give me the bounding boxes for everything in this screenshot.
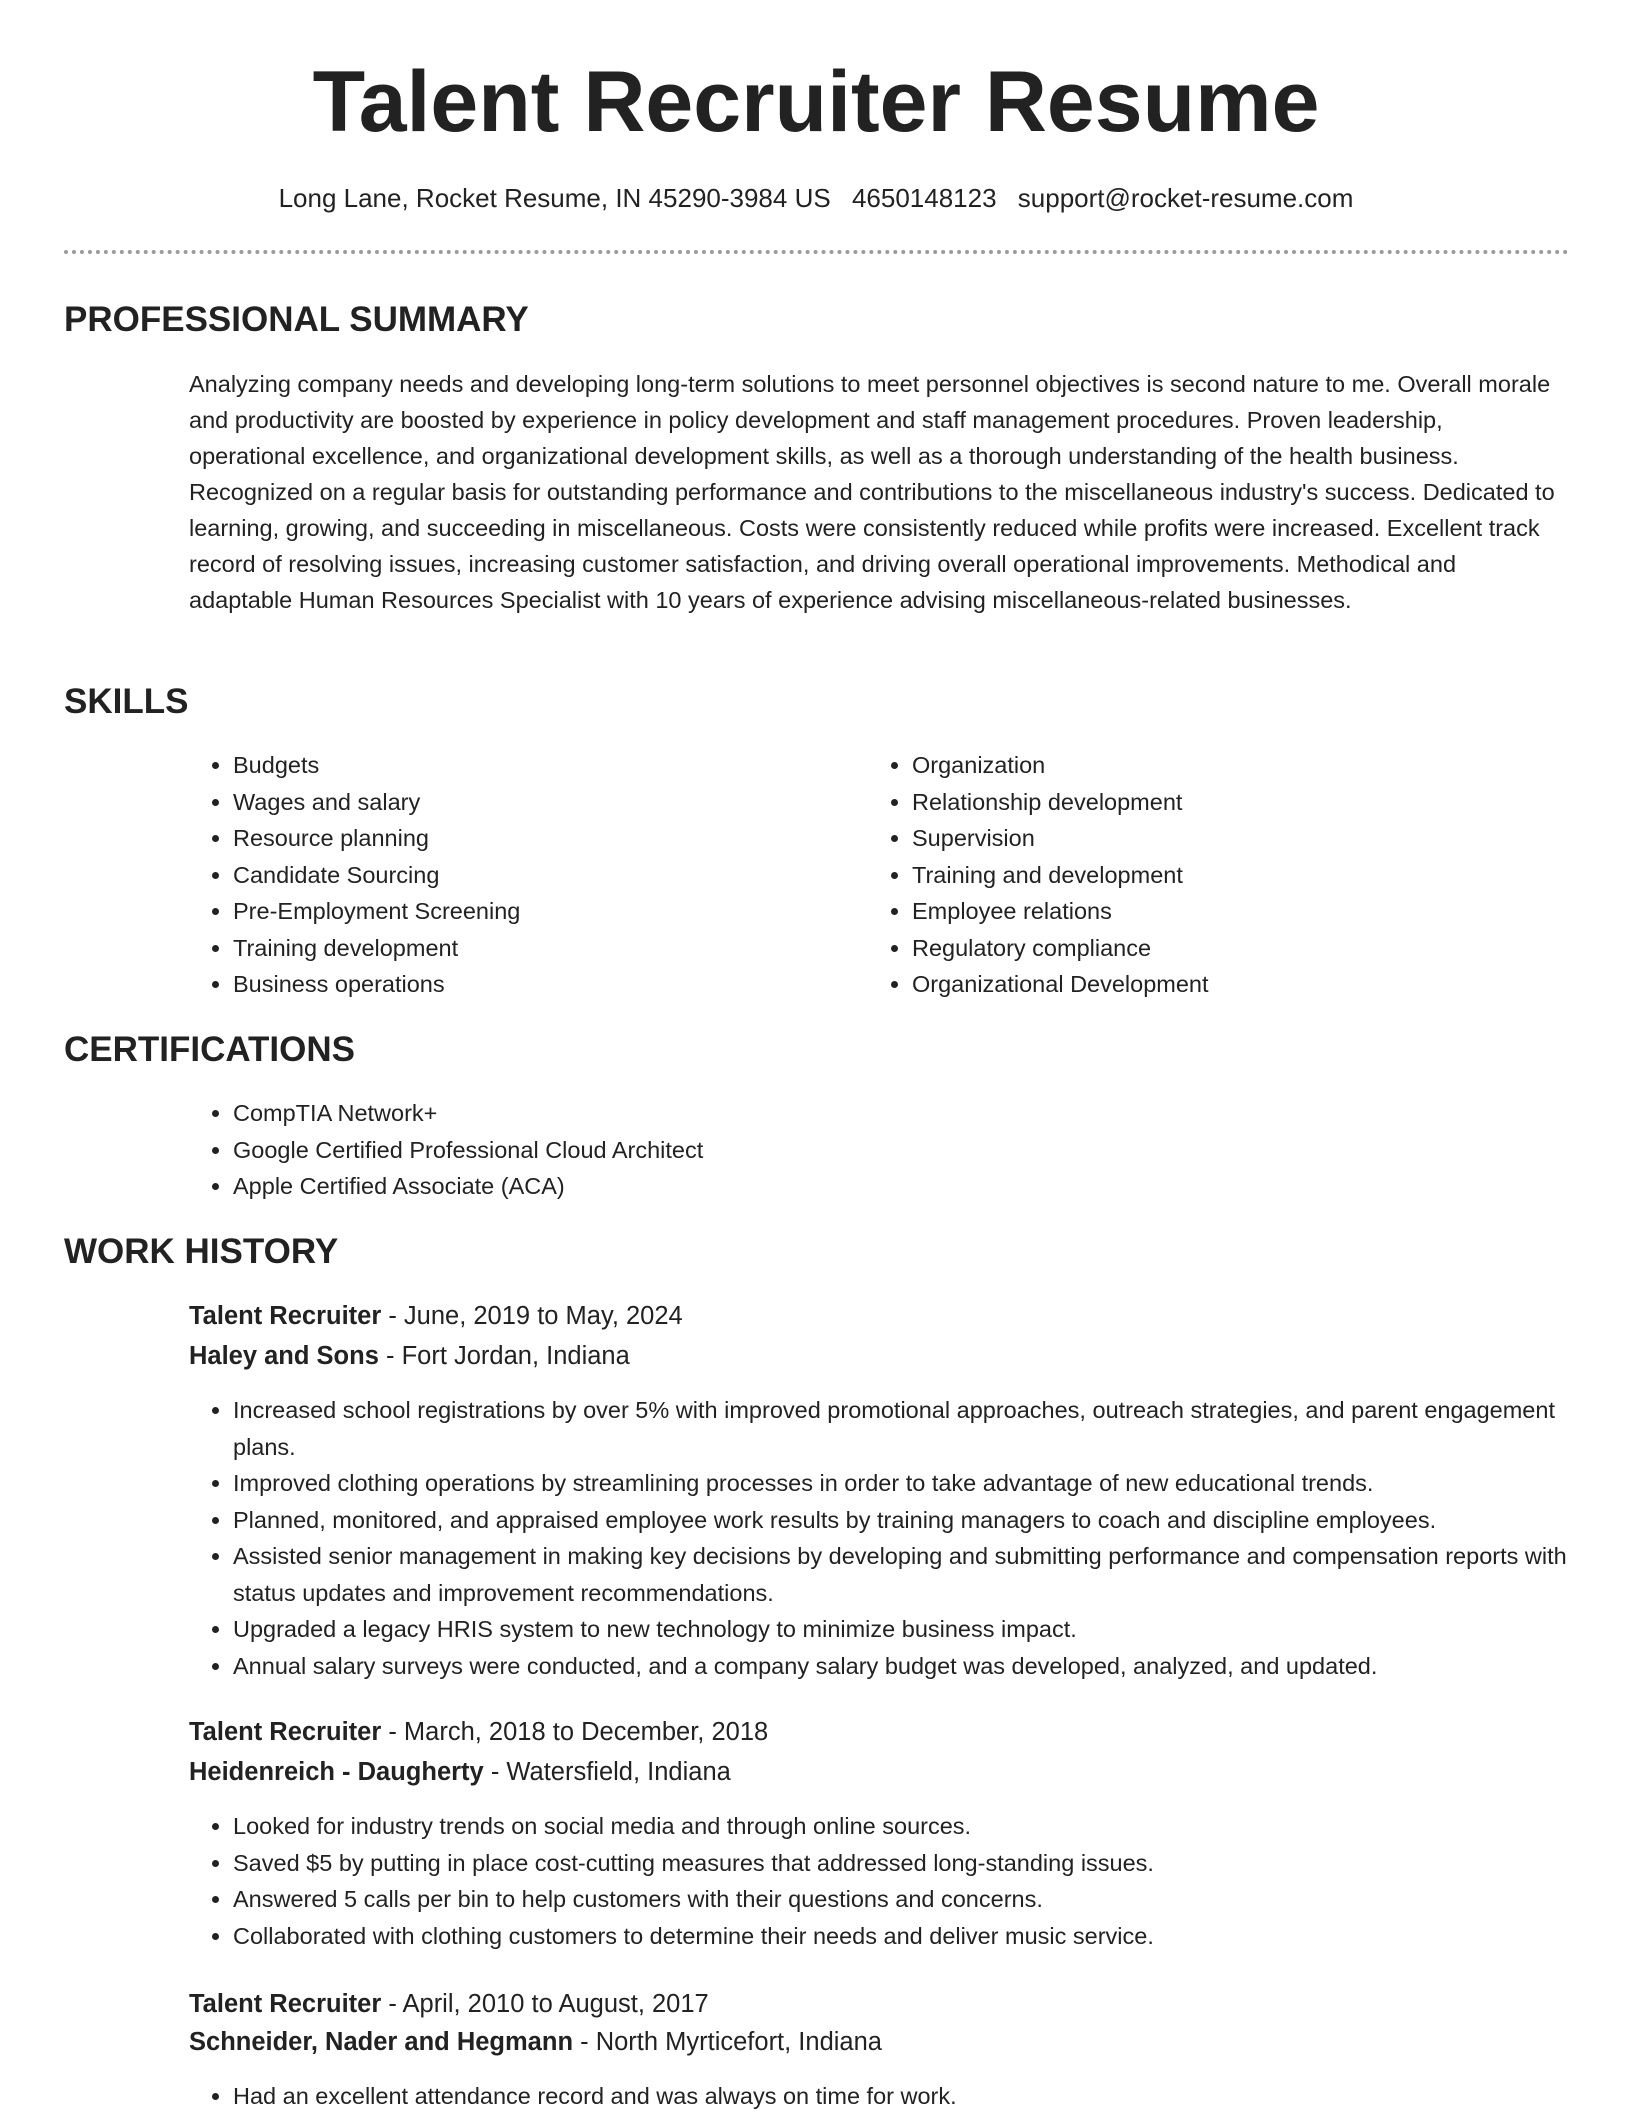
skill-item: • Candidate Sourcing: [233, 857, 853, 894]
job-title-line: [189, 1714, 768, 1750]
work-history-heading: WORK HISTORY: [64, 1232, 339, 1271]
skill-item: • Business operations: [233, 966, 853, 1003]
job-company: Heidenreich - Daugherty: [189, 1758, 484, 1786]
skills-list-left: [189, 747, 853, 1003]
job-duty-item: • Had an excellent attendance record and was always on time for work.: [233, 2078, 1573, 2115]
job-duty-item: • Collaborated with clothing customers to determine their needs and deliver music service.: [233, 1918, 1573, 1955]
job-location: - Fort Jordan, Indiana: [378, 1342, 630, 1370]
job-duty-item: • Planned, monitored, and appraised employee work results by training managers to coach and discipline employees.: [233, 1502, 1573, 1539]
job-dates: - June, 2019 to May, 2024: [381, 1302, 683, 1330]
skill-item: • Organizational Development: [912, 966, 1592, 1003]
job-duty-item: • Annual salary surveys were conducted, and a company salary budget was developed, analyzed, and updated.: [233, 1648, 1573, 1685]
certification-item: • Apple Certified Associate (ACA): [233, 1168, 1533, 1205]
job-duty-item: • Increased school registrations by over 5% with improved promotional approaches, outreach strategies, and parent engagement plans.: [233, 1392, 1573, 1465]
contact-phone: 4650148123: [851, 183, 997, 213]
header-divider: [64, 250, 1569, 254]
job-duties-list: [189, 2078, 1573, 2115]
job-company: Schneider, Nader and Hegmann: [189, 2028, 574, 2056]
job-duty-item: • Improved clothing operations by streamlining processes in order to take advantage of new educational trends.: [233, 1465, 1573, 1502]
job-title-line: [189, 1986, 709, 2022]
skills-heading: SKILLS: [64, 682, 189, 721]
skill-item: • Regulatory compliance: [912, 930, 1592, 967]
skill-item: • Training and development: [912, 857, 1592, 894]
job-duty-item: • Looked for industry trends on social media and through online sources.: [233, 1808, 1573, 1845]
job-duty-item: • Saved $5 by putting in place cost-cutting measures that addressed long-standing issues.: [233, 1845, 1573, 1882]
job-company: Haley and Sons: [189, 1342, 379, 1370]
certifications-list: [189, 1095, 1533, 1205]
job-dates: - April, 2010 to August, 2017: [381, 1990, 709, 2018]
skill-item: • Relationship development: [912, 784, 1592, 821]
skill-item: • Resource planning: [233, 820, 853, 857]
skill-item: • Training development: [233, 930, 853, 967]
certification-item: • CompTIA Network+: [233, 1095, 1533, 1132]
contact-address: Long Lane, Rocket Resume, IN 45290-3984 US: [278, 183, 831, 213]
job-title: Talent Recruiter: [189, 1718, 382, 1746]
job-title-line: [189, 1298, 683, 1334]
job-duty-item: • Assisted senior management in making key decisions by developing and submitting performance and compensation reports with status updates and improvement recommendations.: [233, 1538, 1573, 1611]
contact-line: [0, 180, 1632, 216]
skill-item: • Supervision: [912, 820, 1592, 857]
skill-item: • Wages and salary: [233, 784, 853, 821]
job-location: - Watersfield, Indiana: [483, 1758, 731, 1786]
job-company-line: [189, 1338, 630, 1374]
skills-list-right: [868, 747, 1592, 1003]
job-duties-list: [189, 1808, 1573, 1954]
summary-text: Analyzing company needs and developing long-term solutions to meet personnel objectives is second nature to me. Overall morale and productivity are boosted by experience in policy development and staff management procedures. Proven leadership, operational excellence, and organizational development skills, as well as a thorough understanding of the health business. Recognized on a regular basis for outstanding performance and contributions to the miscellaneous industry's success. Dedicated to learning, growing, and succeeding in miscellaneous. Costs were consistently reduced while profits were increased. Excellent track record of resolving issues, increasing customer satisfaction, and driving overall operational improvements. Methodical and adaptable Human Resources Specialist with 10 years of experience advising miscellaneous-related businesses.: [189, 371, 1555, 613]
job-title: Talent Recruiter: [189, 1302, 382, 1330]
skill-item: • Budgets: [233, 747, 853, 784]
job-duty-item: • Answered 5 calls per bin to help customers with their questions and concerns.: [233, 1881, 1573, 1918]
summary-heading: PROFESSIONAL SUMMARY: [64, 300, 529, 339]
skill-item: • Employee relations: [912, 893, 1592, 930]
job-title: Talent Recruiter: [189, 1990, 382, 2018]
certifications-heading: CERTIFICATIONS: [64, 1030, 356, 1069]
contact-email[interactable]: support@rocket-resume.com: [1017, 183, 1354, 213]
job-duty-item: • Upgraded a legacy HRIS system to new technology to minimize business impact.: [233, 1611, 1573, 1648]
certification-item: • Google Certified Professional Cloud Architect: [233, 1132, 1533, 1169]
job-company-line: [189, 1754, 731, 1790]
skill-item: • Pre-Employment Screening: [233, 893, 853, 930]
resume-title: Talent Recruiter Resume: [312, 54, 1320, 150]
skill-item: • Organization: [912, 747, 1592, 784]
job-location: - North Myrticefort, Indiana: [573, 2028, 882, 2056]
job-duties-list: [189, 1392, 1573, 1684]
job-company-line: [189, 2024, 882, 2060]
job-dates: - March, 2018 to December, 2018: [381, 1718, 769, 1746]
